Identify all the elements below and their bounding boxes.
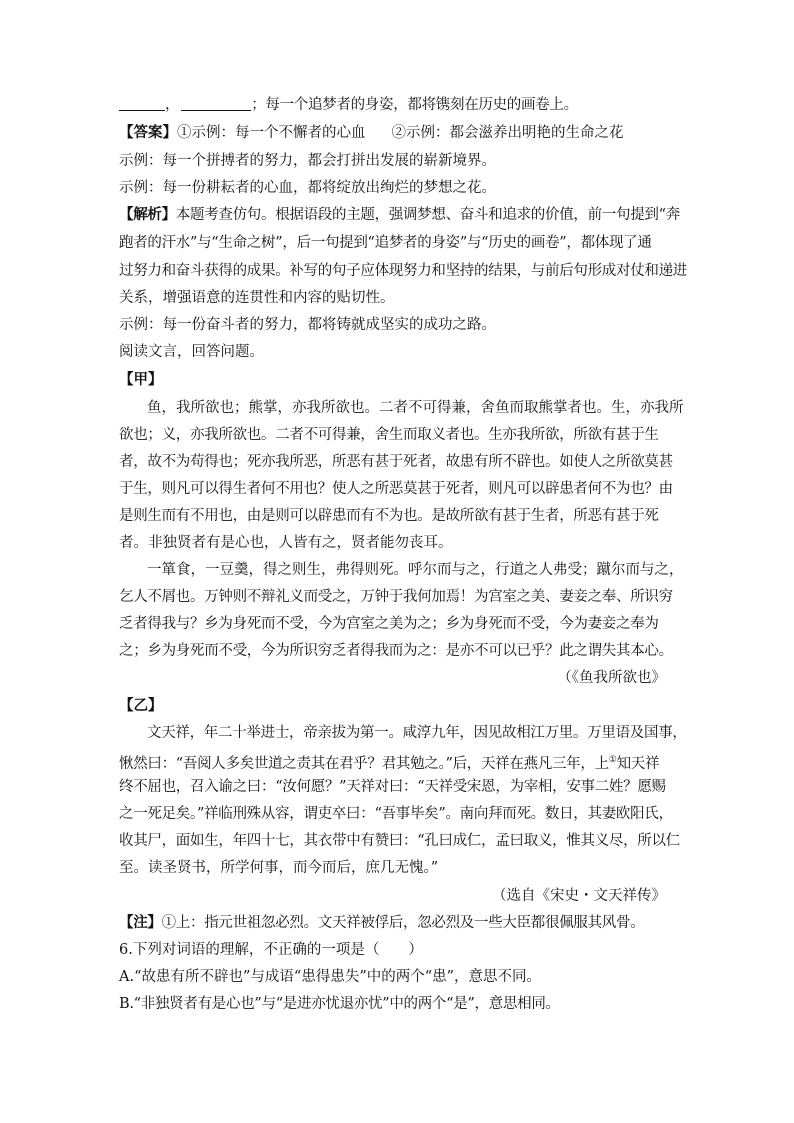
passage-jia-line: 是则生而有不用也，由是则可以辟患而有不为也。是故所欲有甚于生者，所恶有甚于死 [119, 508, 659, 524]
answer-example-2: ②示例：都会滋养出明艳的生命之花 [391, 125, 624, 141]
note-text: ①上：指元世祖忽必烈。文天祥被俘后，忽必烈及一些大臣都很佩服其风骨。 [161, 915, 645, 931]
answer-example-1: ①示例：每一个不懈者的心血 [177, 125, 366, 141]
analysis-line: 跑者的汗水”与“生命之树”，后一句提到“追梦者的身姿”与“历史的画卷”，都体现了通 [119, 235, 652, 251]
option-a[interactable]: A.“故患有所不辟也”与成语“患得患失”中的两个“患”，意思不同。 [119, 969, 542, 985]
analysis-line: 过努力和奋斗获得的成果。补写的句子应体现努力和坚持的结果，与前后句形成对仗和递进 [119, 263, 687, 279]
passage-jia-line: 乏者得我与？乡为身死而不受，今为宫室之美为之；乡为身死而不受，今为妻妾之奉为 [119, 616, 659, 632]
reading-instruction: 阅读文言，回答问题。 [119, 344, 264, 360]
option-b[interactable]: B.“非独贤者有是心也”与“是进亦忧退亦忧”中的两个“是”，意思相同。 [119, 996, 560, 1012]
answer-example-line: 示例：每一个拼搏者的努力，都会打拼出发展的崭新境界。 [119, 153, 496, 169]
question-stem: 6.下列对词语的理解，不正确的一项是（ ） [119, 942, 423, 958]
analysis-line: 关系，增强语意的连贯性和内容的贴切性。 [119, 290, 395, 306]
passage-jia-line: 一箪食，一豆羹，得之则生，弗得则死。呼尔而与之，行道之人弗受；蹴尔而与之， [147, 562, 684, 578]
passage-jia-line: 于生，则凡可以得生者何不用也？使人之所恶莫甚于死者，则凡可以辟患者何不为也？由 [119, 481, 673, 497]
passage-jia-line: 乞人不屑也。万钟则不辩礼义而受之，万钟于我何加焉！为宫室之美、妻妾之奉、所识穷 [119, 589, 673, 605]
footnote-marker: ① [608, 755, 617, 765]
passage-yi-line: 文天祥，年二十举进士，帝亲拔为第一。咸淳九年，因见故相江万里。万里语及国事， [147, 725, 687, 741]
passage-jia-line: 者。非独贤者有是心也，人皆有之，贤者能勿丧耳。 [119, 535, 453, 551]
answer-block [119, 123, 624, 143]
passage-jia-line: 鱼，我所欲也；熊掌，亦我所欲也。二者不可得兼，舍鱼而取熊掌者也。生，亦我所 [147, 400, 684, 416]
passage-yi-line: 之一死足矣。”祥临刑殊从容，谓吏卒曰：“吾事毕矣”。南向拜而死。数日，其妻欧阳氏， [119, 806, 673, 822]
blank-sentence: ， ；每一个追梦者的身姿，都将镌刻在历史的画卷上。 [119, 95, 578, 115]
footnote [119, 913, 644, 933]
passage-yi-source: （选自《宋史・文天祥传》 [492, 888, 666, 904]
analysis-example-line: 示例：每一份奋斗者的努力，都将铸就成坚实的成功之路。 [119, 317, 496, 333]
answer-blank-1[interactable] [119, 96, 165, 111]
blank-sentence-rest: ；每一个追梦者的身姿，都将镌刻在历史的画卷上。 [251, 97, 578, 113]
passage-jia-source: （《鱼我所欲也》 [557, 670, 666, 686]
analysis-label: 【解析】 [119, 206, 176, 223]
answer-label: 【答案】 [119, 124, 177, 141]
passage-jia-label: 【甲】 [119, 371, 163, 388]
note-label: 【注】 [119, 914, 162, 931]
passage-jia-line: 之；乡为身死而不受，今为所识穷乏者得我而为之：是亦不可以已乎？此之谓失其本心。 [119, 643, 673, 659]
passage-yi-line: 至。读圣贤书，所学何事，而今而后，庶几无愧。” [119, 860, 439, 876]
passage-yi-line: 愀然曰：“吾阅人多矣世道之责其在君乎？君其勉之。”后，天祥在燕凡三年，上①知天祥 [119, 755, 660, 772]
passage-yi-line: 收其尸，面如生，年四十七，其衣带中有赞曰：“孔曰成仁，孟曰取义，惟其义尽，所以仁 [119, 833, 680, 849]
passage-jia-line: 欲也；义，亦我所欲也。二者不可得兼，舍生而取义者也。生亦我所欲，所欲有甚于生 [119, 427, 659, 443]
passage-jia-line: 者，故不为苟得也；死亦我所恶，所恶有甚于死者，故患有所不辟也。如使人之所欲莫甚 [119, 454, 673, 470]
passage-yi-label: 【乙】 [119, 697, 163, 714]
answer-example-line: 示例：每一份耕耘者的心血，都将绽放出绚烂的梦想之花。 [119, 180, 496, 196]
analysis-first-line: 【解析】本题考查仿句。根据语段的主题，强调梦想、奋斗和追求的价值，前一句提到“奔 [119, 206, 680, 223]
passage-yi-line: 终不屈也，召入谕之曰：“汝何愿？”天祥对曰：“天祥受宋恩，为宰相，安事二姓？愿赐 [119, 779, 666, 795]
answer-blank-2[interactable] [181, 96, 251, 111]
